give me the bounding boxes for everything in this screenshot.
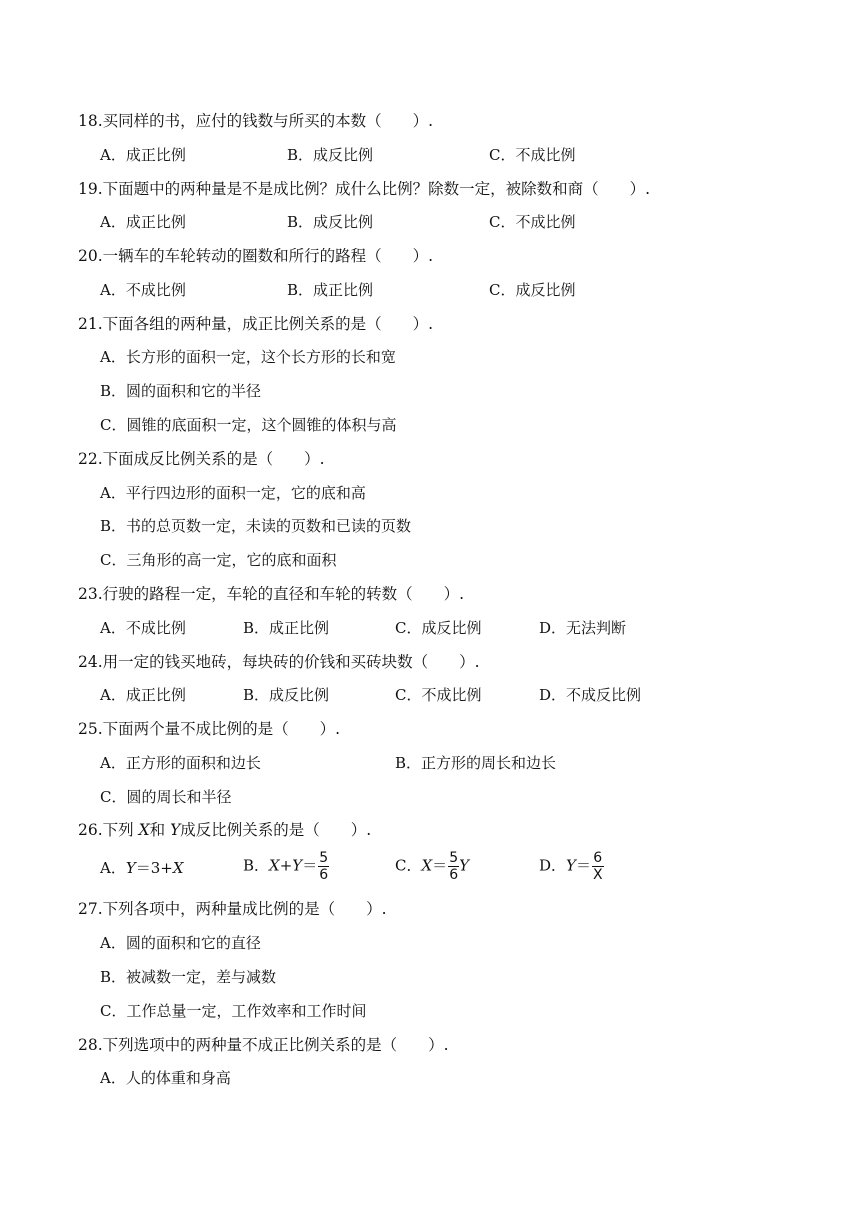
formula-var: Y (459, 856, 470, 875)
option-label: B． (243, 856, 270, 875)
option-c (395, 851, 469, 882)
fraction-denominator: 6 (319, 867, 329, 883)
option-c: C．不成比例 (489, 213, 576, 231)
option-label: D． (539, 856, 567, 875)
formula-lhs: Y (566, 856, 576, 875)
fraction-numerator: 5 (319, 850, 329, 866)
option-c: C．不成比例 (395, 686, 482, 704)
option-c: C．成反比例 (489, 281, 576, 299)
question-22: 22.下面成反比例关系的是（ ）. (78, 450, 325, 468)
fraction-numerator: 5 (449, 850, 459, 866)
question-22-option-b: B．书的总页数一定，未读的页数和已读的页数 (100, 517, 412, 535)
stem-mid: 和 (149, 821, 171, 839)
option-c: C．不成比例 (489, 146, 576, 164)
variable-y: Y (170, 821, 181, 839)
question-21-option-b: B．圆的面积和它的半径 (100, 382, 262, 400)
question-18: 18.买同样的书，应付的钱数与所买的本数（ ）. (78, 112, 434, 130)
fraction-denominator: X (592, 867, 603, 883)
fraction-numerator: 6 (593, 850, 603, 866)
formula-plus: + (279, 856, 293, 875)
question-22-option-a: A．平行四边形的面积一定，它的底和高 (100, 484, 366, 502)
formula-eq: ＝ (575, 856, 591, 875)
formula-var: X (172, 859, 184, 877)
stem-prefix: 26.下列 (78, 821, 139, 839)
question-24: 24.用一定的钱买地砖，每块砖的价钱和买砖块数（ ）. (78, 653, 480, 671)
question-22-option-c: C．三角形的高一定，它的底和面积 (100, 551, 337, 569)
fraction-denominator: 6 (449, 867, 459, 883)
option-b: B．正方形的周长和边长 (395, 754, 557, 772)
option-label: A． (100, 859, 126, 877)
option-a: A．成正比例 (100, 686, 186, 704)
option-d: D．不成反比例 (539, 686, 642, 704)
question-28: 28.下列选项中的两种量不成正比例关系的是（ ）. (78, 1036, 449, 1054)
question-27-option-c: C．工作总量一定，工作效率和工作时间 (100, 1002, 367, 1020)
question-25-option-c: C．圆的周长和半径 (100, 788, 232, 806)
option-b: B．成正比例 (243, 619, 330, 637)
stem-suffix: 成反比例关系的是（ ）. (180, 821, 372, 839)
formula-var: Y (292, 856, 303, 875)
question-26 (78, 820, 371, 840)
option-d: D．无法判断 (539, 619, 627, 637)
question-28-option-a: A．人的体重和身高 (100, 1069, 231, 1087)
fraction (318, 851, 329, 882)
fraction (448, 851, 459, 882)
question-27-option-a: A．圆的面积和它的直径 (100, 934, 261, 952)
question-21: 21.下面各组的两种量，成正比例关系的是（ ）. (78, 315, 434, 333)
option-b: B．成正比例 (287, 281, 374, 299)
fraction (592, 851, 604, 882)
option-label: C． (395, 856, 422, 875)
option-a: A．不成比例 (100, 619, 186, 637)
variable-x: X (138, 821, 150, 839)
question-21-option-c: C．圆锥的底面积一定，这个圆锥的体积与高 (100, 416, 397, 434)
formula-lhs: X (421, 856, 433, 875)
option-d (539, 851, 604, 882)
question-27-option-b: B．被减数一定，差与减数 (100, 968, 277, 986)
question-23: 23.行驶的路程一定，车轮的直径和车轮的转数（ ）. (78, 585, 465, 603)
question-21-option-a: A．长方形的面积一定，这个长方形的长和宽 (100, 348, 396, 366)
option-b: B．成反比例 (243, 686, 330, 704)
option-b (243, 851, 329, 882)
formula-eq: ＝ (302, 856, 318, 875)
option-c: C．成反比例 (395, 619, 482, 637)
formula-lhs: Y (125, 859, 136, 877)
question-27: 27.下列各项中，两种量成比例的是（ ）. (78, 900, 387, 918)
question-25: 25.下面两个量不成比例的是（ ）. (78, 720, 341, 738)
option-a: A．不成比例 (100, 281, 186, 299)
option-a: A．正方形的面积和边长 (100, 754, 261, 772)
formula-rhs: ＝3+ (135, 859, 173, 877)
option-b: B．成反比例 (287, 146, 374, 164)
question-20: 20.一辆车的车轮转动的圈数和所行的路程（ ）. (78, 247, 434, 265)
formula-lhs: X (269, 856, 280, 875)
question-19: 19.下面题中的两种量是不是成比例？成什么比例？除数一定，被除数和商（ ）. (78, 180, 651, 198)
option-a (100, 858, 184, 878)
formula-eq: ＝ (432, 856, 448, 875)
option-b: B．成反比例 (287, 213, 374, 231)
option-a: A．成正比例 (100, 146, 186, 164)
option-a: A．成正比例 (100, 213, 186, 231)
